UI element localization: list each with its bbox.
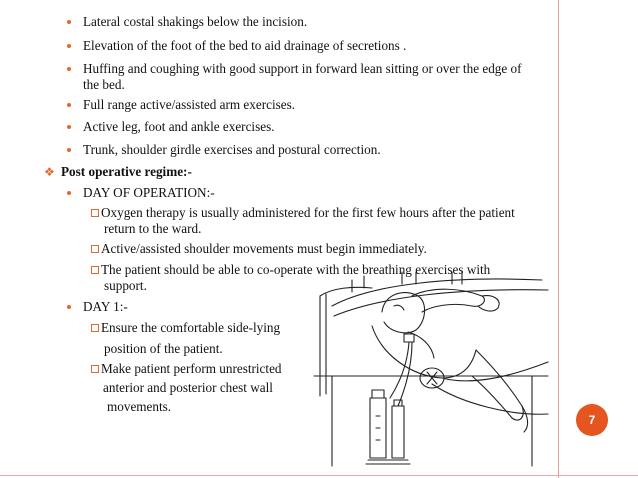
sub-bullet-item: Make patient perform unrestricted — [91, 360, 282, 378]
sub-bullet-continued: position of the patient. — [104, 341, 223, 356]
checkbox-icon — [91, 266, 99, 274]
bullet-dot-icon — [67, 103, 71, 107]
section-heading: Post operative regime:- — [61, 164, 192, 179]
bullet-dot-icon — [67, 67, 71, 71]
bullet-text: Lateral costal shakings below the incision. — [83, 14, 308, 29]
checkbox-icon — [91, 365, 99, 373]
bullet-dot-icon — [67, 20, 71, 24]
bullet-text-continued: the bed. — [83, 77, 125, 92]
sub-bullet-item: Active/assisted shoulder movements must begin immediately. — [91, 240, 427, 258]
bullet-dot-icon — [67, 125, 71, 129]
diamond-icon: ❖ — [44, 165, 55, 179]
sub-bullet-continued: support. — [104, 278, 147, 293]
checkbox-icon — [91, 209, 99, 217]
sub-bullet-continued: movements. — [107, 399, 172, 414]
patient-bed-illustration — [312, 266, 558, 476]
bullet-text: Full range active/assisted arm exercises. — [83, 97, 296, 112]
day-of-operation-label: DAY OF OPERATION:- — [83, 185, 215, 200]
bullet-dot-icon — [67, 44, 71, 48]
sub-bullet-continued: return to the ward. — [104, 221, 202, 236]
bullet-dot-icon — [67, 305, 71, 309]
checkbox-icon — [91, 245, 99, 253]
bullet-text: Trunk, shoulder girdle exercises and postural correction. — [83, 142, 381, 157]
bullet-text: Huffing and coughing with good support in forward lean sitting or over the edge of — [83, 61, 522, 76]
checkbox-icon — [91, 324, 99, 332]
bullet-text: Elevation of the foot of the bed to aid drainage of secretions . — [83, 38, 407, 53]
sub-bullet-item: Oxygen therapy is usually administered for the first few hours after the patient — [91, 204, 515, 222]
day-1-label: DAY 1:- — [83, 299, 128, 314]
sub-bullet-item: The patient should be able to co-operate with the breathing exercises with — [91, 261, 490, 279]
sub-bullet-continued: anterior and posterior chest wall — [103, 380, 273, 395]
sub-bullet-item: Ensure the comfortable side-lying — [91, 319, 280, 337]
page-number-badge: 7 — [576, 404, 608, 436]
bullet-dot-icon — [67, 191, 71, 195]
slide-border-right — [558, 0, 559, 478]
bullet-dot-icon — [67, 148, 71, 152]
bullet-text: Active leg, foot and ankle exercises. — [83, 119, 275, 134]
